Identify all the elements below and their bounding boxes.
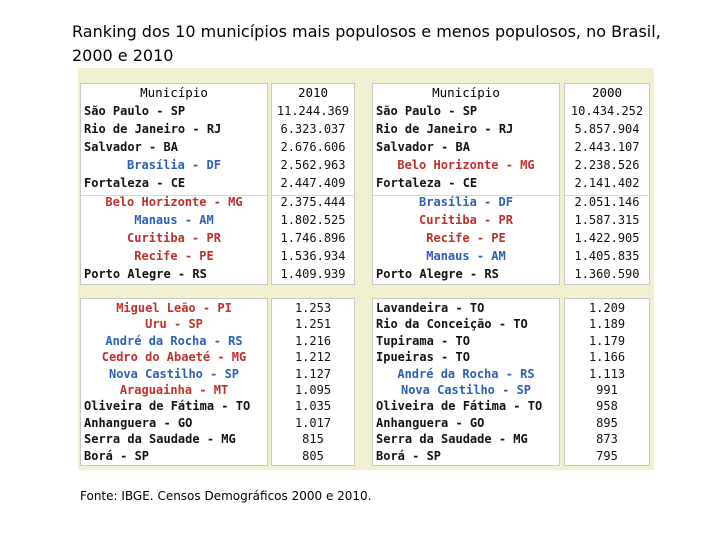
municipio-name: Fortaleza - CE: [84, 176, 186, 191]
header-municipio-2000: Município: [432, 85, 500, 100]
population-value: 795: [596, 448, 618, 463]
population-value: 958: [596, 399, 618, 414]
population-value: 11.244.369: [276, 104, 350, 118]
population-value: 1.212: [294, 350, 332, 365]
population-value: 873: [596, 432, 618, 447]
population-value: 1.360.590: [574, 266, 640, 281]
municipio-name: Miguel Leão - PI: [116, 301, 232, 315]
population-value: 805: [302, 448, 324, 463]
population-value: 5.857.904: [574, 122, 640, 137]
population-value: 2.562.963: [280, 158, 346, 173]
population-value: 815: [302, 432, 324, 447]
municipio-name: Recife - PE: [134, 248, 214, 263]
ranking-table-frame: [78, 68, 654, 470]
municipio-name: Anhanguera - GO: [84, 415, 193, 430]
population-value: 991: [596, 383, 618, 397]
municipio-name: Nova Castilho - SP: [108, 366, 240, 381]
population-value: 2.238.526: [574, 158, 640, 173]
population-value: 2.051.146: [574, 194, 640, 209]
municipio-name: Rio da Conceição - TO: [376, 317, 528, 332]
population-value: 1.405.835: [574, 248, 640, 263]
population-value: 1.216: [294, 333, 332, 348]
municipio-name: Brasília - DF: [127, 158, 221, 173]
population-value: 6.323.037: [280, 122, 346, 137]
population-value: 1.035: [294, 399, 332, 414]
header-municipio-2010: Município: [140, 85, 208, 100]
page-title: Ranking dos 10 municípios mais populosos e menos populosos, no Brasil, 2000 e 2010: [72, 22, 661, 65]
bottom-2000-names-block: [372, 298, 560, 466]
population-value: 1.127: [294, 366, 332, 381]
population-value: 1.189: [588, 317, 626, 332]
population-value: 1.587.315: [574, 212, 640, 227]
municipio-name: Recife - PE: [426, 230, 506, 245]
population-value: 1.166: [588, 350, 626, 365]
municipio-name: Curitiba - PR: [127, 230, 221, 245]
population-value: 1.113: [588, 366, 626, 381]
population-value: 2.447.409: [280, 176, 346, 191]
top-2000-names-block: [372, 83, 560, 285]
municipio-name: Uru - SP: [145, 317, 203, 332]
top-2010-values-block: [271, 83, 355, 285]
municipio-name: Ipueiras - TO: [376, 350, 470, 365]
municipio-name: André da Rocha - RS: [105, 333, 243, 348]
municipio-name: Fortaleza - CE: [376, 176, 478, 191]
municipio-name: Manaus - AM: [134, 212, 214, 227]
municipio-name: Belo Horizonte - MG: [105, 194, 243, 209]
municipio-name: Serra da Saudade - MG: [84, 432, 236, 447]
population-value: 895: [596, 415, 618, 430]
bottom-2000-values-block: [564, 298, 650, 466]
population-value: 1.802.525: [280, 212, 346, 227]
population-value: 10.434.252: [570, 104, 644, 118]
population-value: 2.141.402: [574, 176, 640, 191]
municipio-name: Porto Alegre - RS: [376, 266, 499, 281]
population-value: 1.095: [294, 383, 332, 397]
population-value: 1.536.934: [280, 248, 346, 263]
population-value: 2.676.606: [280, 140, 346, 155]
population-value: 1.746.896: [280, 230, 346, 245]
bottom-2010-values-block: [271, 298, 355, 466]
top-2000-values-block: [564, 83, 650, 285]
header-2000: 2000: [591, 85, 623, 100]
municipio-name: Oliveira de Fátima - TO: [84, 399, 251, 414]
municipio-name: Anhanguera - GO: [376, 415, 485, 430]
municipio-name: São Paulo - SP: [376, 104, 478, 118]
population-value: 1.253: [294, 301, 332, 315]
municipio-name: Nova Castilho - SP: [400, 383, 532, 397]
source-footer: Fonte: IBGE. Censos Demográficos 2000 e 2010.: [80, 489, 372, 503]
population-value: 1.179: [588, 333, 626, 348]
municipio-name: Salvador - BA: [376, 140, 470, 155]
municipio-name: Cedro do Abaeté - MG: [101, 350, 247, 365]
municipio-name: Tupirama - TO: [376, 333, 470, 348]
municipio-name: Porto Alegre - RS: [84, 266, 207, 281]
municipio-name: Brasília - DF: [419, 194, 513, 209]
header-2010: 2010: [297, 85, 329, 100]
population-value: 1.251: [294, 317, 332, 332]
population-value: 1.422.905: [574, 230, 640, 245]
municipio-name: Oliveira de Fátima - TO: [376, 399, 543, 414]
municipio-name: Rio de Janeiro - RJ: [376, 122, 514, 137]
municipio-name: Araguainha - MT: [119, 383, 229, 397]
municipio-name: Belo Horizonte - MG: [397, 158, 535, 173]
population-value: 2.375.444: [280, 194, 346, 209]
bottom-2010-names-block: [80, 298, 268, 466]
population-value: 2.443.107: [574, 140, 640, 155]
population-value: 1.209: [588, 301, 626, 315]
municipio-name: Rio de Janeiro - RJ: [84, 122, 222, 137]
municipio-name: Borá - SP: [84, 448, 150, 463]
population-value: 1.017: [294, 415, 332, 430]
municipio-name: Serra da Saudade - MG: [376, 432, 528, 447]
population-value: 1.409.939: [280, 266, 346, 281]
municipio-name: André da Rocha - RS: [397, 366, 535, 381]
top-2010-names-block: [80, 83, 268, 285]
municipio-name: Manaus - AM: [426, 248, 506, 263]
municipio-name: Borá - SP: [376, 448, 442, 463]
municipio-name: Salvador - BA: [84, 140, 178, 155]
municipio-name: Curitiba - PR: [419, 212, 513, 227]
municipio-name: Lavandeira - TO: [376, 301, 485, 315]
municipio-name: São Paulo - SP: [84, 104, 186, 118]
